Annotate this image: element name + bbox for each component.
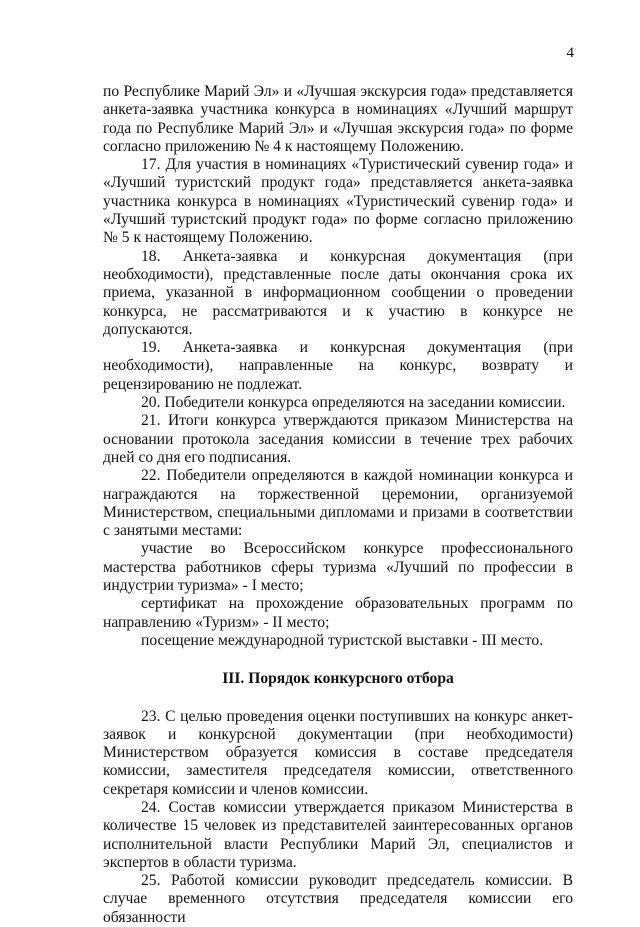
paragraph: 18. Анкета-заявка и конкурсная документация (при необходимости), представленные после даты окончания срока их приема, указанной в информационном сообщении о проведении конкурса, не рассматриваются и к участию в конкурсе не допускаются.: [103, 248, 573, 339]
paragraphs-before-heading: [103, 83, 573, 650]
paragraphs-after-heading: [103, 708, 573, 927]
paragraph: участие во Всероссийском конкурсе профессионального мастерства работников сферы туризма «Лучший по профессии в индустрии туризма» - I место;: [103, 540, 573, 595]
paragraph: по Республике Марий Эл» и «Лучшая экскурсия года» представляется анкета-заявка участника конкурса в номинациях «Лучший маршрут года по Республике Марий Эл» и «Лучшая экскурсия года» по форме согласно приложению № 4 к настоящему Положению.: [103, 83, 573, 156]
paragraph: посещение международной туристской выставки - III место.: [103, 632, 573, 650]
paragraph: 20. Победители конкурса определяются на заседании комиссии.: [103, 394, 573, 412]
document-body: [103, 83, 573, 927]
paragraph: 23. С целью проведения оценки поступивших на конкурс анкет-заявок и конкурсной документации (при необходимости) Министерством образуется комиссия в составе председателя комиссии, заместителя председателя комиссии, ответственного секретаря комиссии и членов комиссии.: [103, 708, 573, 799]
paragraph: 24. Состав комиссии утверждается приказом Министерства в количестве 15 человек из представителей заинтересованных органов исполнительной власти Республики Марий Эл, специалистов и экспертов в области туризма.: [103, 799, 573, 872]
page-number: 4: [567, 44, 575, 62]
paragraph: сертификат на прохождение образовательных программ по направлению «Туризм» - II место;: [103, 595, 573, 632]
paragraph: 17. Для участия в номинациях «Туристический сувенир года» и «Лучший туристский продукт года» представляется анкета-заявка участника конкурса в номинациях «Туристический сувенир года» и «Лучший туристский продукт года» по форме согласно приложению № 5 к настоящему Положению.: [103, 156, 573, 247]
paragraph: 21. Итоги конкурса утверждаются приказом Министерства на основании протокола заседания комиссии в течение трех рабочих дней со дня его подписания.: [103, 412, 573, 467]
paragraph: 25. Работой комиссии руководит председатель комиссии. В случае временного отсутствия председателя комиссии его обязанности: [103, 872, 573, 927]
paragraph: 19. Анкета-заявка и конкурсная документация (при необходимости), направленные на конкурс, возврату и рецензированию не подлежат.: [103, 339, 573, 394]
paragraph: 22. Победители определяются в каждой номинации конкурса и награждаются на торжественной церемонии, организуемой Министерством, специальными дипломами и призами в соответствии с занятыми местами:: [103, 467, 573, 540]
section-heading: III. Порядок конкурсного отбора: [103, 670, 573, 688]
